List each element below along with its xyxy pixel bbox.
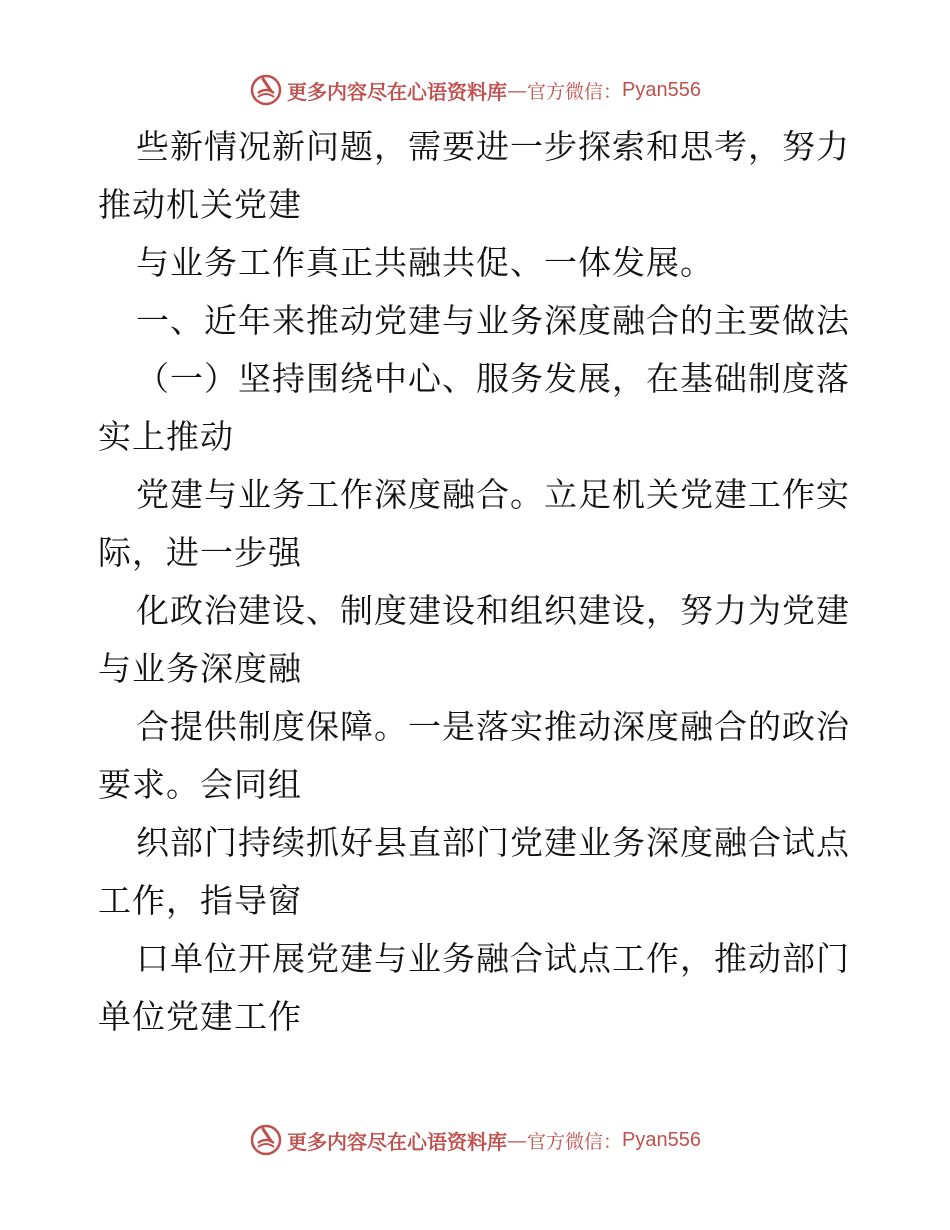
book-pen-logo-icon <box>249 73 283 107</box>
text-line: 工作，指导窗 <box>98 881 302 920</box>
text-line: 要求。会同组 <box>98 765 302 804</box>
banner-dash: — <box>507 1128 527 1152</box>
text-line: 推动机关党建 <box>98 185 302 224</box>
footer-banner <box>0 1120 950 1160</box>
text-line: 际，进一步强 <box>98 533 302 572</box>
header-banner <box>0 70 950 110</box>
text-line: 合提供制度保障。一是落实推动深度融合的政治 <box>136 707 850 746</box>
text-line: 实上推动 <box>98 417 234 456</box>
document-body <box>98 118 858 1046</box>
text-line: 织部门持续抓好县直部门党建业务深度融合试点 <box>136 823 850 862</box>
text-line: 党建与业务工作深度融合。立足机关党建工作实 <box>136 475 850 514</box>
wechat-label: 官方微信： <box>527 80 623 103</box>
section-heading: 一、近年来推动党建与业务深度融合的主要做法 <box>136 301 850 340</box>
banner-dash: — <box>507 78 527 102</box>
wechat-label: 官方微信： <box>527 1130 623 1153</box>
book-pen-logo-icon <box>249 1123 283 1157</box>
text-line: 与业务工作真正共融共促、一体发展。 <box>136 243 714 282</box>
text-line: 与业务深度融 <box>98 649 302 688</box>
subsection-heading: （一）坚持围绕中心、服务发展，在基础制度落 <box>136 359 850 398</box>
text-line: 口单位开展党建与业务融合试点工作，推动部门 <box>136 939 850 978</box>
text-line: 化政治建设、制度建设和组织建设，努力为党建 <box>136 591 850 630</box>
text-line: 些新情况新问题，需要进一步探索和思考，努力 <box>136 127 850 166</box>
wechat-id: Pyan556 <box>622 78 701 101</box>
wechat-id: Pyan556 <box>622 1128 701 1151</box>
brand-name: 更多内容尽在心语资料库 <box>287 79 507 104</box>
brand-name: 更多内容尽在心语资料库 <box>287 1129 507 1154</box>
text-line: 单位党建工作 <box>98 997 302 1036</box>
